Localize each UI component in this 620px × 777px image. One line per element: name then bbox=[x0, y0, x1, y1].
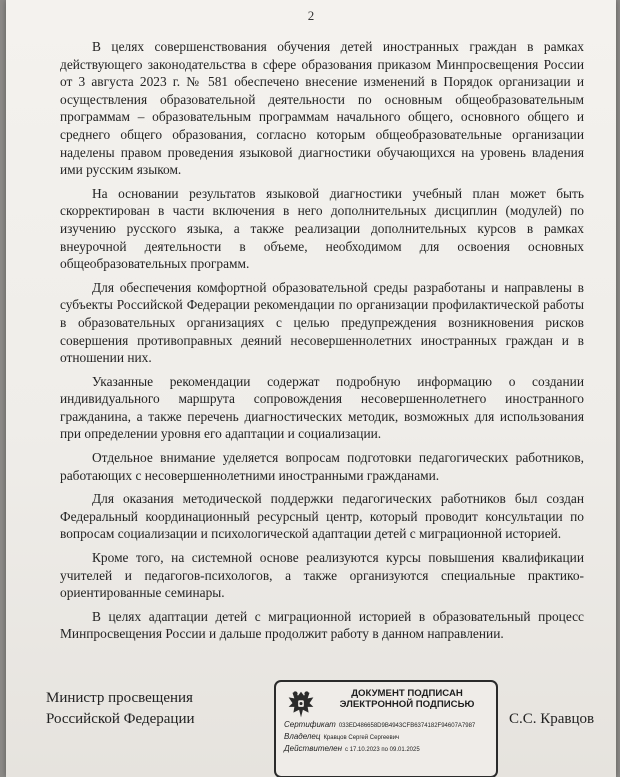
paragraph: Отдельное внимание уделяется вопросам подготовки педагогических работников, работающих с несовершеннолетними иностранными гражданами. bbox=[60, 450, 584, 483]
stamp-title bbox=[322, 688, 492, 710]
document-page bbox=[6, 0, 616, 777]
paragraph: Для обеспечения комфортной образовательной среды разработаны и направлены в субъекты Российской Федерации рекомендации по организации профилактической работы в образовательных организациях с целью предупреждения возникновения рисков совершения противоправных деяний несовершеннолетних иностранных граждан и в отношении них. bbox=[60, 279, 584, 366]
paragraph: Кроме того, на системной основе реализуются курсы повышения квалификации учителей и педагогов-психологов, а также организуются специальные практико-ориентированные семинары. bbox=[60, 550, 584, 601]
stamp-title-line-2: ЭЛЕКТРОННОЙ ПОДПИСЬЮ bbox=[339, 699, 475, 710]
certificate-value: 033ED486658D9B4943CFB6374182F94607A7987 bbox=[338, 723, 476, 729]
certificate-label: Сертификат bbox=[284, 720, 336, 729]
owner-value: Кравцов Сергей Сергеевич bbox=[323, 735, 400, 741]
owner-row bbox=[284, 732, 490, 743]
position-line-1: Министр просвещения bbox=[46, 690, 193, 706]
page-number: 2 bbox=[307, 8, 315, 23]
electronic-signature-stamp bbox=[274, 680, 498, 777]
signatory-position bbox=[46, 688, 195, 730]
russian-coat-of-arms-icon bbox=[282, 686, 320, 724]
paragraph: В целях адаптации детей с миграционной историей в образовательный процесс Минпросвещения России и дальше продолжит работу в данном направлении. bbox=[60, 608, 584, 642]
paragraph: Для оказания методической поддержки педагогических работников был создан Федеральный координационный ресурсный центр, который проводит консультации по вопросам социализации и психологической адаптации детей с миграционной историей. bbox=[60, 491, 584, 542]
paragraph: Указанные рекомендации содержат подробную информацию о создании индивидуального маршрута сопровождения несовершеннолетнего иностранного гражданина, а также перечень диагностических методик, возможных для использования при определении уровня его адаптации и социализации. bbox=[60, 373, 584, 442]
certificate-row bbox=[284, 720, 490, 731]
validity-label: Действителен bbox=[284, 744, 343, 753]
paragraph: В целях совершенствования обучения детей иностранных граждан в рамках действующего законодательства в сфере образования приказом Минпросвещения России от 3 августа 2023 г. № 581 обеспечено внесение изменений в Порядок организации и осуществления образовательной деятельности по основным общеобразовательным программам – образовательным программам начального общего, основного общего и среднего общего образования, согласно которым общеобразовательные организации наделены правом проведения языковой диагностики обучающихся на уровень владения ими русским языком. bbox=[60, 39, 584, 178]
document-body bbox=[60, 38, 584, 649]
owner-label: Владелец bbox=[284, 732, 321, 741]
position-line-2: Российской Федерации bbox=[46, 711, 195, 727]
stamp-title-line-1: ДОКУМЕНТ ПОДПИСАН bbox=[351, 688, 463, 699]
signatory-name: С.С. Кравцов bbox=[509, 711, 595, 727]
paragraph: На основании результатов языковой диагностики учебный план может быть скорректирован в части включения в него дополнительных дисциплин (модулей) по изучению русского языка, а также реализации дополнительных курсов в рамках внеурочной деятельности в объеме, необходимом для освоения основных общеобразовательных программ. bbox=[60, 185, 584, 272]
validity-value: с 17.10.2023 по 09.01.2025 bbox=[345, 747, 420, 753]
validity-row bbox=[284, 744, 490, 755]
